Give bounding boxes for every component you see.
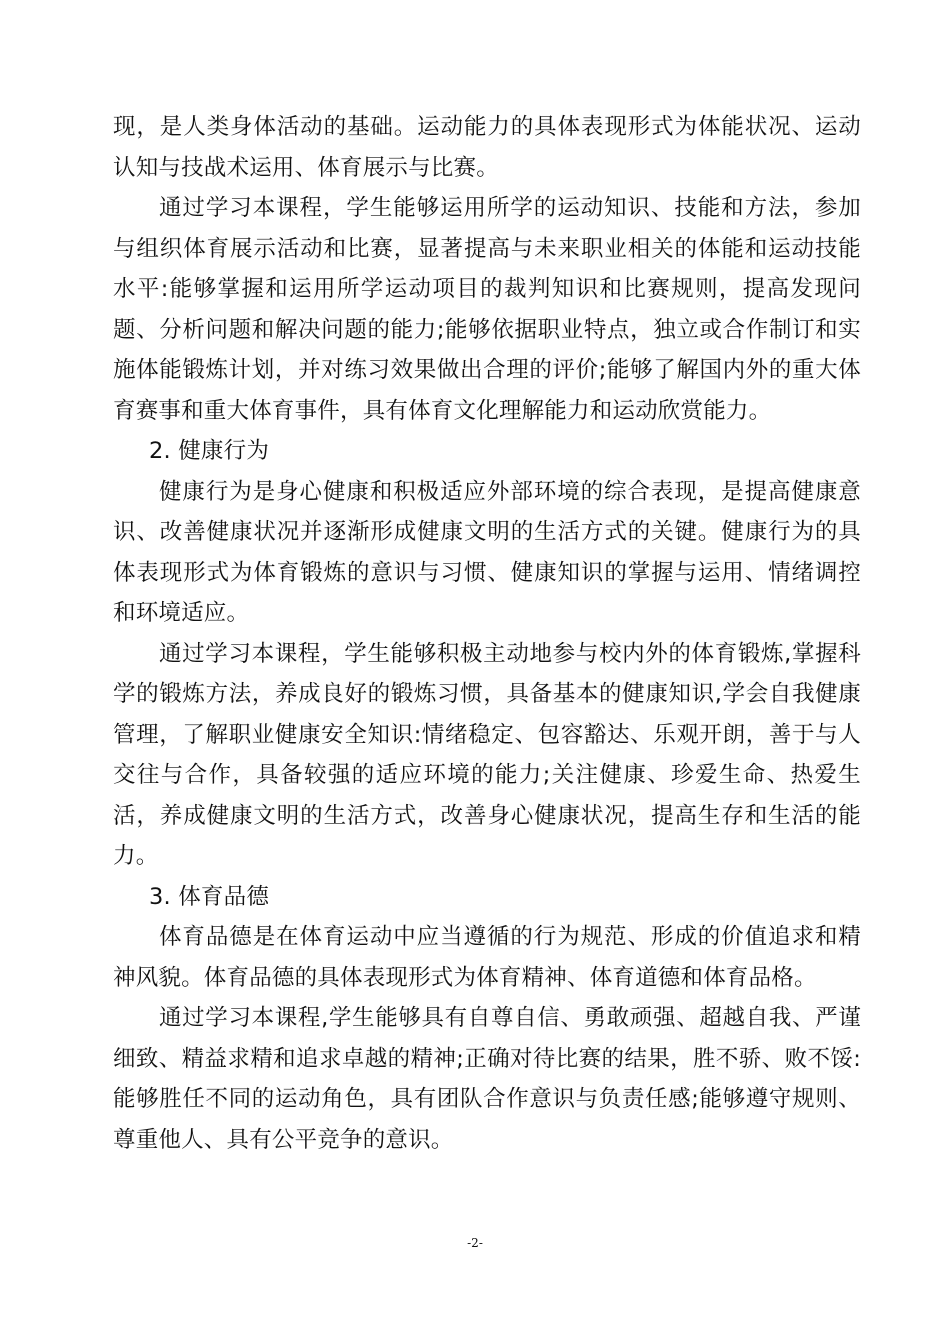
paragraph-intro-continuation: 现，是人类身体活动的基础。运动能力的具体表现形式为体能状况、运动认知与技战术运用、体育展示与比赛。 bbox=[113, 114, 861, 181]
page-number: -2- bbox=[467, 1236, 483, 1250]
paragraph-motor-ability-goals: 通过学习本课程，学生能够运用所学的运动知识、技能和方法，参加与组织体育展示活动和比赛，显著提高与未来职业相关的体能和运动技能水平:能够掌握和运用所学运动项目的裁判知识和比赛规则，提高发现问题、分析问题和解决问题的能力;能够依据职业特点，独立或合作制订和实施体能锻炼计划，并对练习效果做出合理的评价;能够了解国内外的重大体育赛事和重大体育事件，具有体育文化理解能力和运动欣赏能力。 bbox=[113, 195, 861, 424]
paragraph-sports-ethics-goals: 通过学习本课程,学生能够具有自尊自信、勇敢顽强、超越自我、严谨细致、精益求精和追求卓越的精神;正确对待比赛的结果，胜不骄、败不馁:能够胜任不同的运动角色，具有团队合作意识与负责任感;能够遵守规则、尊重他人、具有公平竞争的意识。 bbox=[113, 1005, 861, 1153]
paragraph-health-behavior-definition: 健康行为是身心健康和积极适应外部环境的综合表现，是提高健康意识、改善健康状况并逐渐形成健康文明的生活方式的关键。健康行为的具体表现形式为体育锻炼的意识与习惯、健康知识的掌握与运用、情绪调控和环境适应。 bbox=[113, 478, 861, 626]
paragraph-health-behavior-goals: 通过学习本课程，学生能够积极主动地参与校内外的体育锻炼,掌握科学的锻炼方法，养成良好的锻炼习惯，具备基本的健康知识,学会自我健康管理，了解职业健康安全知识:情绪稳定、包容豁达、乐观开朗，善于与人交往与合作，具备较强的适应环境的能力;关注健康、珍爱生命、热爱生活，养成健康文明的生活方式，改善身心健康状况，提高生存和生活的能力。 bbox=[113, 640, 861, 869]
section-heading-sports-ethics: 3. 体育品德 bbox=[149, 883, 270, 910]
section-heading-health-behavior: 2. 健康行为 bbox=[149, 438, 270, 464]
document-body bbox=[113, 107, 861, 1160]
paragraph-sports-ethics-definition: 体育品德是在体育运动中应当遵循的行为规范、形成的价值追求和精神风貌。体育品德的具体表现形式为体育精神、体育道德和体育品格。 bbox=[113, 924, 861, 991]
